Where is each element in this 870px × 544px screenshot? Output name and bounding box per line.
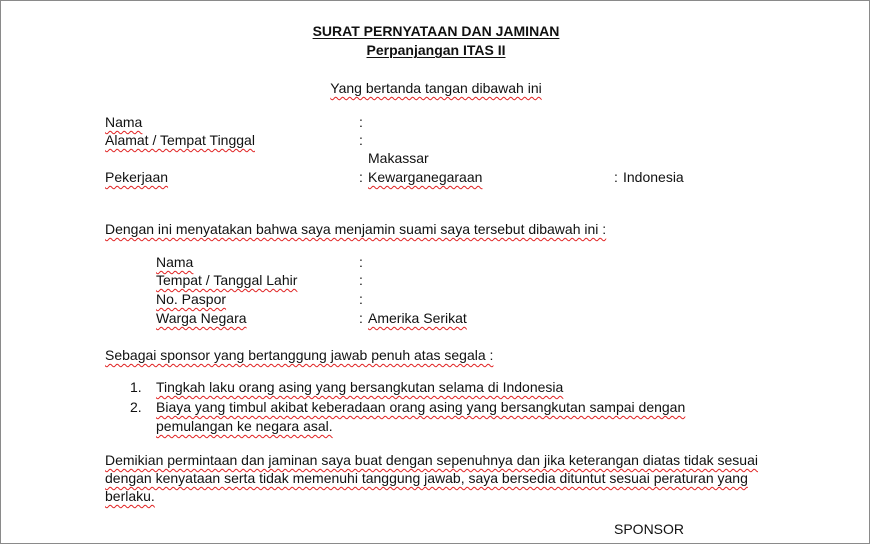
value-alamat: Makassar — [368, 150, 429, 166]
spouse-label-nama: Nama — [156, 254, 194, 270]
document-subtitle: Perpanjangan ITAS II — [366, 42, 506, 58]
spouse-colon-warga-negara: : — [359, 310, 363, 326]
colon-kewarganegaraan: : — [614, 169, 618, 185]
list-number: 2. — [130, 399, 142, 415]
intro-line: Yang bertanda tangan dibawah ini — [330, 80, 542, 96]
list-item-continued: pemulangan ke negara asal. — [156, 418, 333, 434]
spouse-value-warga-negara: Amerika Serikat — [368, 310, 467, 326]
value-kewarganegaraan: Indonesia — [623, 169, 684, 185]
spouse-label-warga-negara: Warga Negara — [156, 310, 247, 326]
statement-text: Dengan ini menyatakan bahwa saya menjamin suami saya tersebut dibawah ini : — [105, 221, 607, 237]
spouse-colon-nama: : — [359, 254, 363, 270]
label-pekerjaan: Pekerjaan — [105, 169, 169, 185]
intro-text — [1, 80, 870, 97]
label-kewarganegaraan: Kewarganegaraan — [368, 169, 483, 185]
closing-line: dengan kenyataan serta tidak memenuhi tanggung jawab, saya bersedia dituntut sesuai peraturan yang — [105, 470, 748, 486]
colon-alamat: : — [359, 132, 363, 148]
responsibility-intro: Sebagai sponsor yang bertanggung jawab penuh atas segala : — [105, 347, 494, 363]
list-item: Tingkah laku orang asing yang bersangkutan selama di Indonesia — [156, 379, 564, 395]
colon-pekerjaan: : — [359, 169, 363, 185]
spouse-colon-paspor: : — [359, 291, 363, 307]
label-nama: Nama — [105, 114, 143, 130]
document-title: SURAT PERNYATAAN DAN JAMINAN — [312, 23, 560, 39]
list-item: Biaya yang timbul akibat keberadaan orang asing yang bersangkutan sampai dengan — [156, 399, 686, 415]
list-number: 1. — [130, 379, 142, 395]
label-alamat: Alamat / Tempat Tinggal — [105, 132, 255, 148]
closing-line: Demikian permintaan dan jaminan saya buat dengan sepenuhnya dan jika keterangan diatas tidak sesuai — [105, 452, 758, 468]
spouse-label-paspor: No. Paspor — [156, 291, 227, 307]
spouse-colon-tempat-tanggal: : — [359, 272, 363, 288]
colon-nama: : — [359, 114, 363, 130]
spouse-label-tempat-tanggal: Tempat / Tanggal Lahir — [156, 272, 298, 288]
closing-line: berlaku. — [105, 488, 155, 504]
signature-label: SPONSOR — [614, 521, 685, 537]
